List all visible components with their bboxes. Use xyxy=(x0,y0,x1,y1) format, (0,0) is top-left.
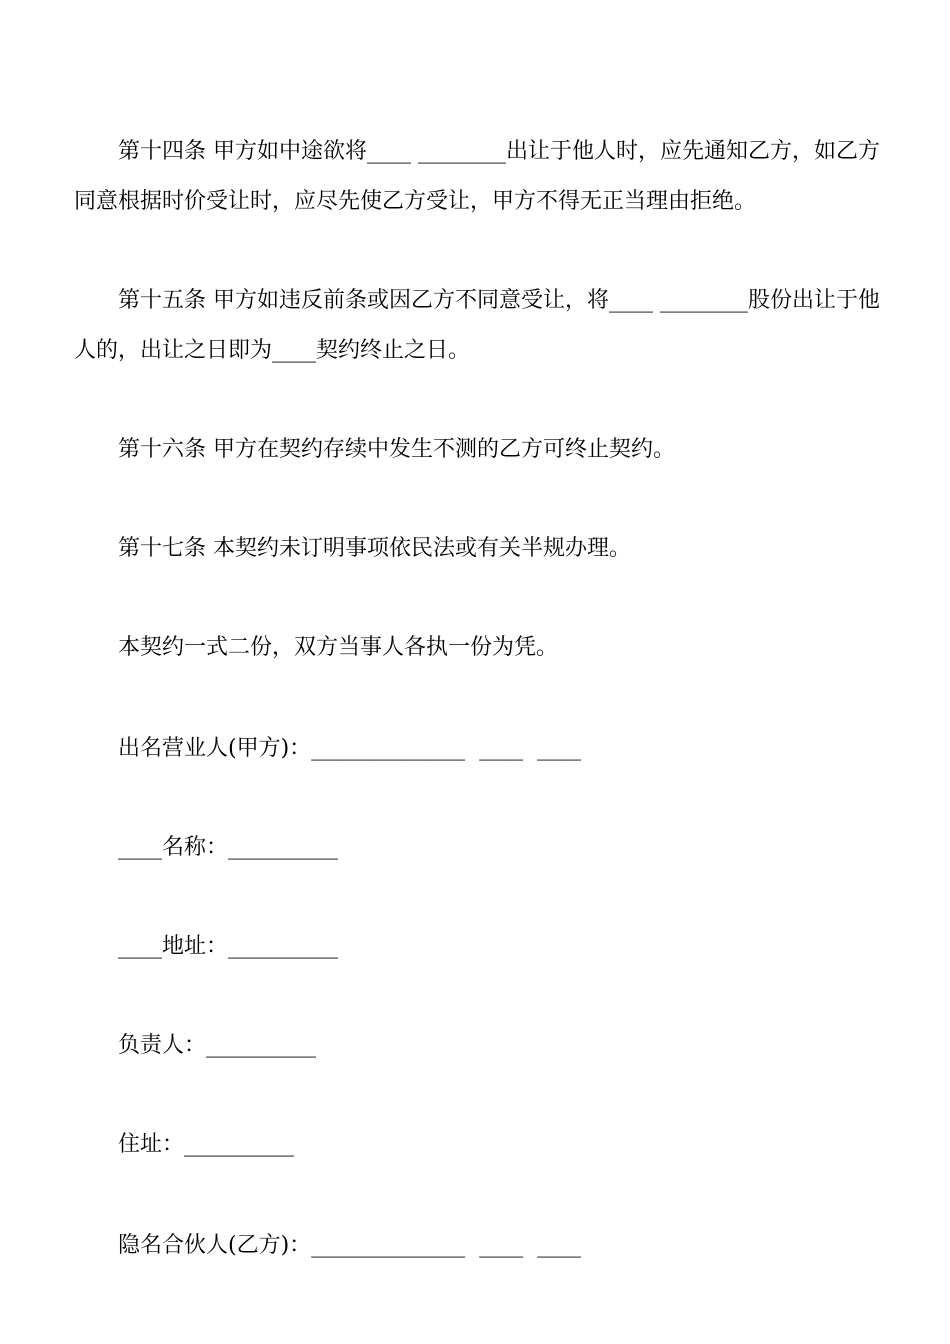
party-a-address-line: ____地址：__________ xyxy=(118,934,339,959)
responsible-person-line: 负责人：__________ xyxy=(118,1033,317,1058)
party-b-signature-line: 隐名合伙人(乙方)：______________ ____ ____ xyxy=(118,1233,582,1258)
article-16-paragraph: 第十六条 甲方在契约存续中发生不测的乙方可终止契约。 xyxy=(118,437,675,462)
article-14-paragraph: 第十四条 甲方如中途欲将____ ________出让于他人时，应先通知乙方，如乙方同意根据时价受让时，应尽先使乙方受让，甲方不得无正当理由拒绝。 xyxy=(74,139,880,214)
copies-statement-paragraph: 本契约一式二份，双方当事人各执一份为凭。 xyxy=(118,635,559,660)
article-17-paragraph: 第十七条 本契约未订明事项依民法或有关半规办理。 xyxy=(118,536,631,561)
party-a-name-line: ____名称：__________ xyxy=(118,835,339,860)
article-15-paragraph: 第十五条 甲方如违反前条或因乙方不同意受让，将____ ________股份出让于他人的，出让之日即为____契约终止之日。 xyxy=(74,288,880,363)
party-a-signature-line: 出名营业人(甲方)：______________ ____ ____ xyxy=(118,736,582,761)
residence-line: 住址：__________ xyxy=(118,1132,295,1157)
